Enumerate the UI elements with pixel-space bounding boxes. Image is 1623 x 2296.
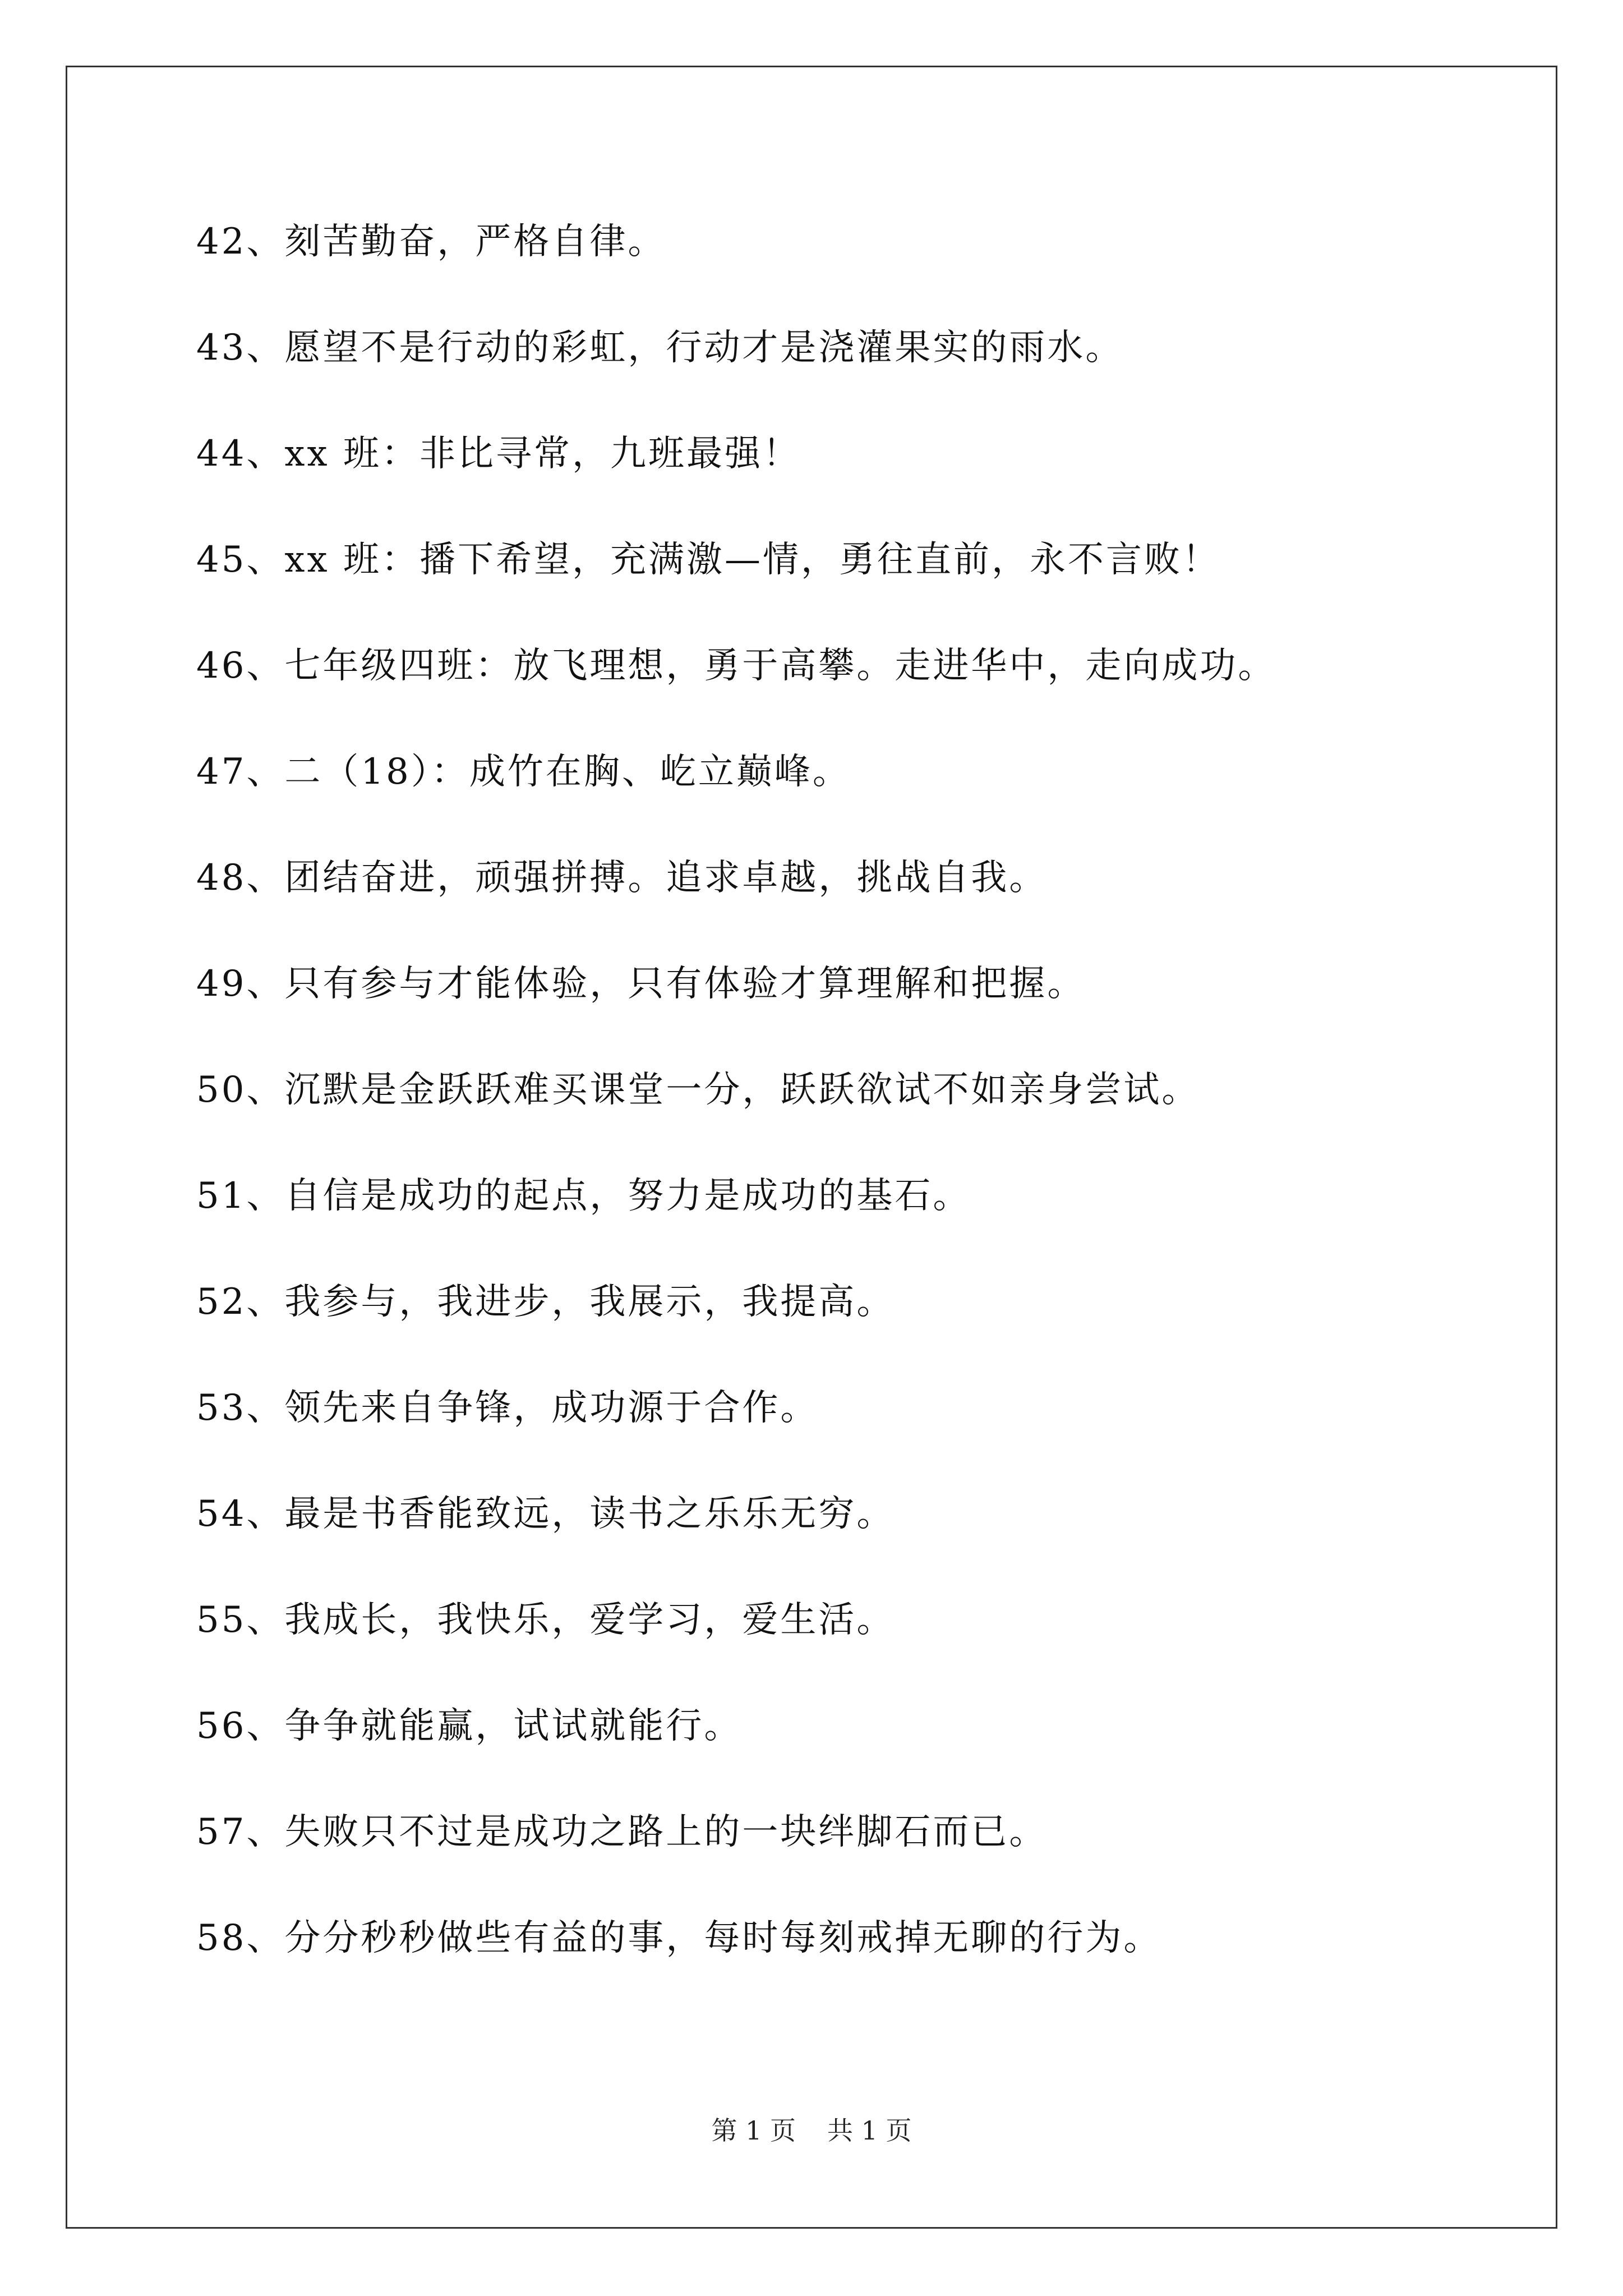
list-item: 56、争争就能赢，试试就能行。 [196,1705,743,1747]
page-footer [0,2115,1623,2146]
list-item: 54、最是书香能致远，读书之乐乐无穷。 [196,1493,895,1535]
list-item: 55、我成长，我快乐，爱学习，爱生活。 [196,1599,895,1641]
list-item: 50、沉默是金跃跃难买课堂一分，跃跃欲试不如亲身尝试。 [196,1069,1200,1111]
list-item: 46、七年级四班：放飞理想，勇于高攀。走进华中，走向成功。 [196,645,1276,687]
list-item: 48、团结奋进，顽强拼搏。追求卓越，挑战自我。 [196,857,1048,899]
list-item: 51、自信是成功的起点，努力是成功的基石。 [196,1175,971,1217]
document-body [196,222,1514,2024]
list-item: 49、只有参与才能体验，只有体验才算理解和把握。 [196,963,1086,1005]
list-item: 57、失败只不过是成功之路上的一块绊脚石而已。 [196,1811,1048,1853]
list-item: 52、我参与，我进步，我展示，我提高。 [196,1281,895,1323]
page-number: 第 1 页 [711,2115,796,2146]
list-item: 58、分分秒秒做些有益的事，每时每刻戒掉无聊的行为。 [196,1917,1162,1959]
page-total: 共 1 页 [827,2115,912,2146]
list-item: 53、领先来自争锋，成功源于合作。 [196,1387,819,1429]
list-item: 47、二（18）：成竹在胸、屹立巅峰。 [196,751,851,793]
list-item: 44、xx 班：非比寻常，九班最强！ [196,433,801,475]
list-item: 43、愿望不是行动的彩虹，行动才是浇灌果实的雨水。 [196,327,1124,369]
list-item: 42、刻苦勤奋，严格自律。 [196,221,666,263]
list-item: 45、xx 班：播下希望，充满激—情，勇往直前，永不言败！ [196,539,1220,581]
